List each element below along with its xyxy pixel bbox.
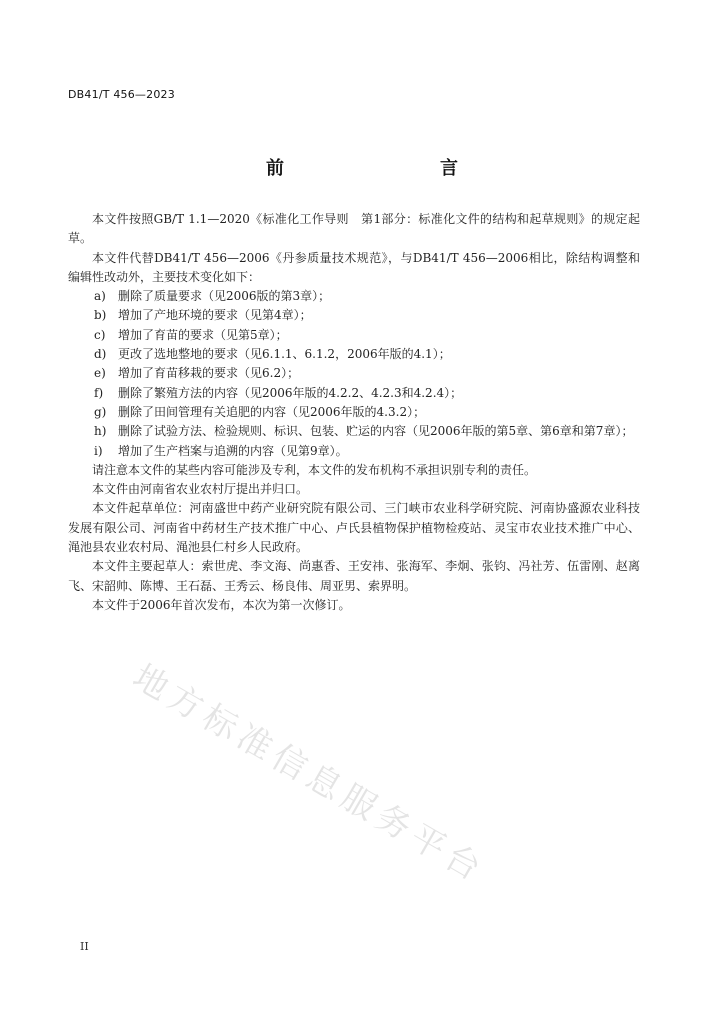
list-item-text: 删除了繁殖方法的内容（见2006年版的4.2.2、4.2.3和4.2.4）； bbox=[118, 385, 463, 400]
paragraph-drafters: 本文件主要起草人：索世虎、李文海、尚惠香、王安祎、张海军、李炯、张钧、冯社芳、伍雷刚、赵离飞、宋韶帅、陈博、王石磊、王秀云、杨良伟、周亚男、索界明。 bbox=[68, 559, 640, 593]
list-item-text: 更改了选地整地的要求（见6.1.1、6.1.2，2006年版的4.1）； bbox=[118, 347, 451, 362]
list-item-label: e) bbox=[94, 366, 106, 381]
list-item-label: a) bbox=[94, 289, 106, 304]
list-item bbox=[68, 422, 640, 441]
list-item bbox=[68, 306, 640, 325]
list-item bbox=[68, 403, 640, 422]
list-item bbox=[68, 326, 640, 345]
document-code: DB41/T 456—2023 bbox=[68, 88, 175, 101]
list-item-text: 删除了田间管理有关追肥的内容（见2006年版的4.3.2）； bbox=[118, 404, 426, 419]
paragraph-drafting-rules: 本文件按照GB/T 1.1—2020《标准化工作导则 第1部分：标准化文件的结构和起草规则》的规定起草。 bbox=[68, 212, 640, 246]
list-item-text: 增加了生产档案与追溯的内容（见第9章）。 bbox=[118, 443, 348, 458]
document-body bbox=[68, 210, 640, 615]
paragraph-drafting-units: 本文件起草单位：河南盛世中药产业研究院有限公司、三门峡市农业科学研究院、河南协盛源农业科技发展有限公司、河南省中药材生产技术推广中心、卢氏县植物保护植物检疫站、灵宝市农业技术推广中心、渑池县农业农村局、渑池县仁村乡人民政府。 bbox=[68, 501, 640, 555]
page-title: 前 言 bbox=[266, 158, 498, 179]
list-item bbox=[68, 364, 640, 383]
list-item-text: 删除了质量要求（见2006版的第3章）； bbox=[118, 289, 331, 304]
list-item bbox=[68, 345, 640, 364]
list-item bbox=[68, 384, 640, 403]
paragraph-proposer: 本文件由河南省农业农村厅提出并归口。 bbox=[92, 482, 309, 497]
changes-list bbox=[68, 287, 640, 461]
list-item-label: d) bbox=[94, 347, 107, 362]
paragraph-patent-notice: 请注意本文件的某些内容可能涉及专利，本文件的发布机构不承担识别专利的责任。 bbox=[92, 462, 537, 477]
list-item-label: c) bbox=[94, 327, 106, 342]
list-item-label: h) bbox=[94, 424, 107, 439]
list-item-text: 增加了育苗移栽的要求（见6.2）； bbox=[118, 366, 300, 381]
paragraph-publication-history: 本文件于2006年首次发布，本次为第一次修订。 bbox=[92, 597, 351, 612]
list-item bbox=[68, 442, 640, 461]
list-item-text: 增加了育苗的要求（见第5章）； bbox=[118, 327, 288, 342]
list-item bbox=[68, 287, 640, 306]
list-item-label: b) bbox=[94, 308, 107, 323]
list-item-text: 增加了产地环境的要求（见第4章）； bbox=[118, 308, 312, 323]
list-item-text: 删除了试验方法、检验规则、标识、包装、贮运的内容（见2006年版的第5章、第6章和第7章）； bbox=[118, 424, 634, 439]
list-item-label: i) bbox=[94, 443, 103, 458]
list-item-label: g) bbox=[94, 404, 107, 419]
list-item-label: f) bbox=[94, 385, 104, 400]
paragraph-replacement: 本文件代替DB41/T 456—2006《丹参质量技术规范》，与DB41/T 456—2006相比，除结构调整和编辑性改动外，主要技术变化如下： bbox=[68, 250, 640, 284]
watermark: 地方标准信息服务平台 bbox=[126, 656, 493, 892]
page-number: II bbox=[80, 940, 89, 953]
